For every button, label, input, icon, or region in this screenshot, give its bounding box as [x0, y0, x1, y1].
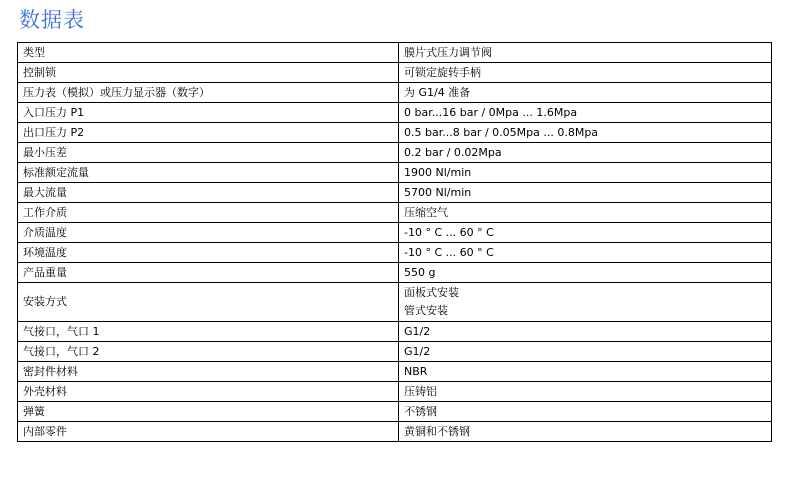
- table-row: [18, 422, 772, 442]
- data-table: [17, 42, 772, 442]
- row-value: 可锁定旋转手柄: [399, 63, 772, 83]
- row-value: 0.5 bar...8 bar / 0.05Mpa ... 0.8Mpa: [399, 123, 772, 143]
- row-value: 为 G1/4 准备: [399, 83, 772, 103]
- table-row: [18, 163, 772, 183]
- table-row: [18, 83, 772, 103]
- row-value: G1/2: [399, 322, 772, 342]
- row-value-line: 面板式安装: [404, 286, 459, 299]
- row-value: [399, 283, 772, 322]
- table-row: [18, 263, 772, 283]
- row-label: 最大流量: [18, 183, 399, 203]
- row-label: 环境温度: [18, 243, 399, 263]
- table-row: [18, 143, 772, 163]
- table-row: [18, 342, 772, 362]
- row-label: 标准额定流量: [18, 163, 399, 183]
- table-row: [18, 283, 772, 322]
- table-row: [18, 243, 772, 263]
- row-label: 出口压力 P2: [18, 123, 399, 143]
- row-value: -10 ° C ... 60 ° C: [399, 243, 772, 263]
- row-value: 5700 Nl/min: [399, 183, 772, 203]
- row-label: 内部零件: [18, 422, 399, 442]
- table-row: [18, 43, 772, 63]
- row-label: 介质温度: [18, 223, 399, 243]
- row-value-line: 管式安装: [404, 304, 448, 317]
- table-row: [18, 402, 772, 422]
- table-row: [18, 63, 772, 83]
- row-value: 1900 Nl/min: [399, 163, 772, 183]
- row-label: 工作介质: [18, 203, 399, 223]
- row-label: 最小压差: [18, 143, 399, 163]
- table-row: [18, 223, 772, 243]
- table-row: [18, 123, 772, 143]
- row-label: 气接口，气口 1: [18, 322, 399, 342]
- row-value: 550 g: [399, 263, 772, 283]
- row-value: 膜片式压力调节阀: [399, 43, 772, 63]
- row-value: NBR: [399, 362, 772, 382]
- data-table-body: [18, 43, 772, 442]
- row-label: 安装方式: [18, 283, 399, 322]
- table-row: [18, 183, 772, 203]
- row-value: 压缩空气: [399, 203, 772, 223]
- row-label: 类型: [18, 43, 399, 63]
- row-value: G1/2: [399, 342, 772, 362]
- table-row: [18, 382, 772, 402]
- row-label: 外壳材料: [18, 382, 399, 402]
- row-label: 密封件材料: [18, 362, 399, 382]
- table-row: [18, 203, 772, 223]
- row-value: 黄铜和不锈钢: [399, 422, 772, 442]
- row-value: 0 bar...16 bar / 0Mpa ... 1.6Mpa: [399, 103, 772, 123]
- row-value: 0.2 bar / 0.02Mpa: [399, 143, 772, 163]
- row-label: 产品重量: [18, 263, 399, 283]
- row-label: 弹簧: [18, 402, 399, 422]
- row-value: 不锈钢: [399, 402, 772, 422]
- table-row: [18, 322, 772, 342]
- page-title: 数据表: [19, 8, 85, 32]
- table-row: [18, 103, 772, 123]
- row-label: 控制锁: [18, 63, 399, 83]
- row-label: 气接口，气口 2: [18, 342, 399, 362]
- row-value: -10 ° C ... 60 ° C: [399, 223, 772, 243]
- row-value: 压铸铝: [399, 382, 772, 402]
- table-row: [18, 362, 772, 382]
- row-label: 入口压力 P1: [18, 103, 399, 123]
- row-label: 压力表（模拟）或压力显示器（数字）: [18, 83, 399, 103]
